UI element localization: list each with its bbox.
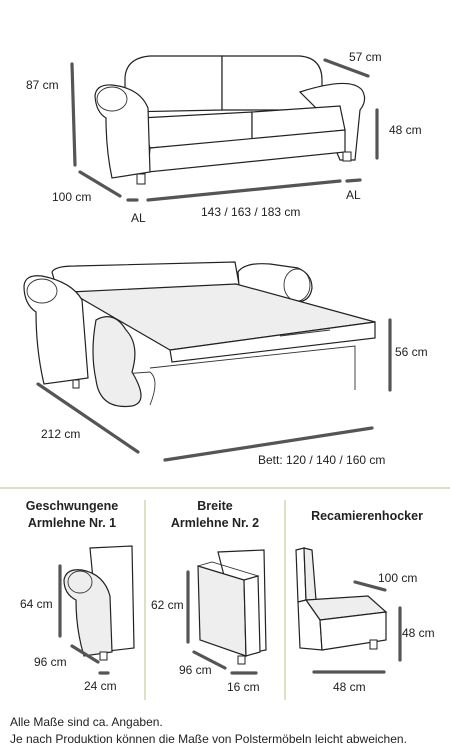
bed-height-label: 56 cm xyxy=(395,345,428,359)
armrest-1-depth-label: 96 cm xyxy=(34,655,67,669)
hocker-height-label: 48 cm xyxy=(402,626,435,640)
armrest-2-width-label: 16 cm xyxy=(227,680,260,694)
hocker-depth-label: 100 cm xyxy=(378,571,418,585)
bed-length-label: 212 cm xyxy=(41,427,81,441)
armrest-2-depth-label: 96 cm xyxy=(179,663,212,677)
sofa-bed-drawing xyxy=(24,262,375,406)
armrest-2-title: Breite Armlehne Nr. 2 xyxy=(170,499,260,530)
footer-note-1: Alle Maße sind ca. Angaben. xyxy=(10,715,163,729)
bed-width-label: Bett: 120 / 140 / 160 cm xyxy=(258,453,386,467)
armrest-1-width-label: 24 cm xyxy=(84,679,117,693)
hocker-width-label: 48 cm xyxy=(333,680,366,694)
footer-note-2: Je nach Produktion können die Maße von Polstermöbeln leicht abweichen. xyxy=(10,732,407,746)
hocker-title: Recamierenhocker xyxy=(311,509,423,523)
sofa-width-label: 143 / 163 / 183 cm xyxy=(201,205,301,219)
armrest-2-height-label: 62 cm xyxy=(151,598,184,612)
sofa-back-depth-label: 57 cm xyxy=(349,50,382,64)
al-left-label: AL xyxy=(131,211,146,225)
sofa-drawing xyxy=(95,56,365,184)
armrest-1-height-label: 64 cm xyxy=(20,597,53,611)
armrest-2-drawing xyxy=(198,550,266,664)
armrest-1-title: Geschwungene Armlehne Nr. 1 xyxy=(25,499,119,530)
hocker-drawing xyxy=(296,548,386,650)
sofa-height-label: 87 cm xyxy=(26,78,59,92)
al-right-label: AL xyxy=(346,188,361,202)
sofa-depth-label: 100 cm xyxy=(52,190,92,204)
armrest-1-drawing xyxy=(64,546,134,660)
sofa-seat-height-label: 48 cm xyxy=(389,123,422,137)
